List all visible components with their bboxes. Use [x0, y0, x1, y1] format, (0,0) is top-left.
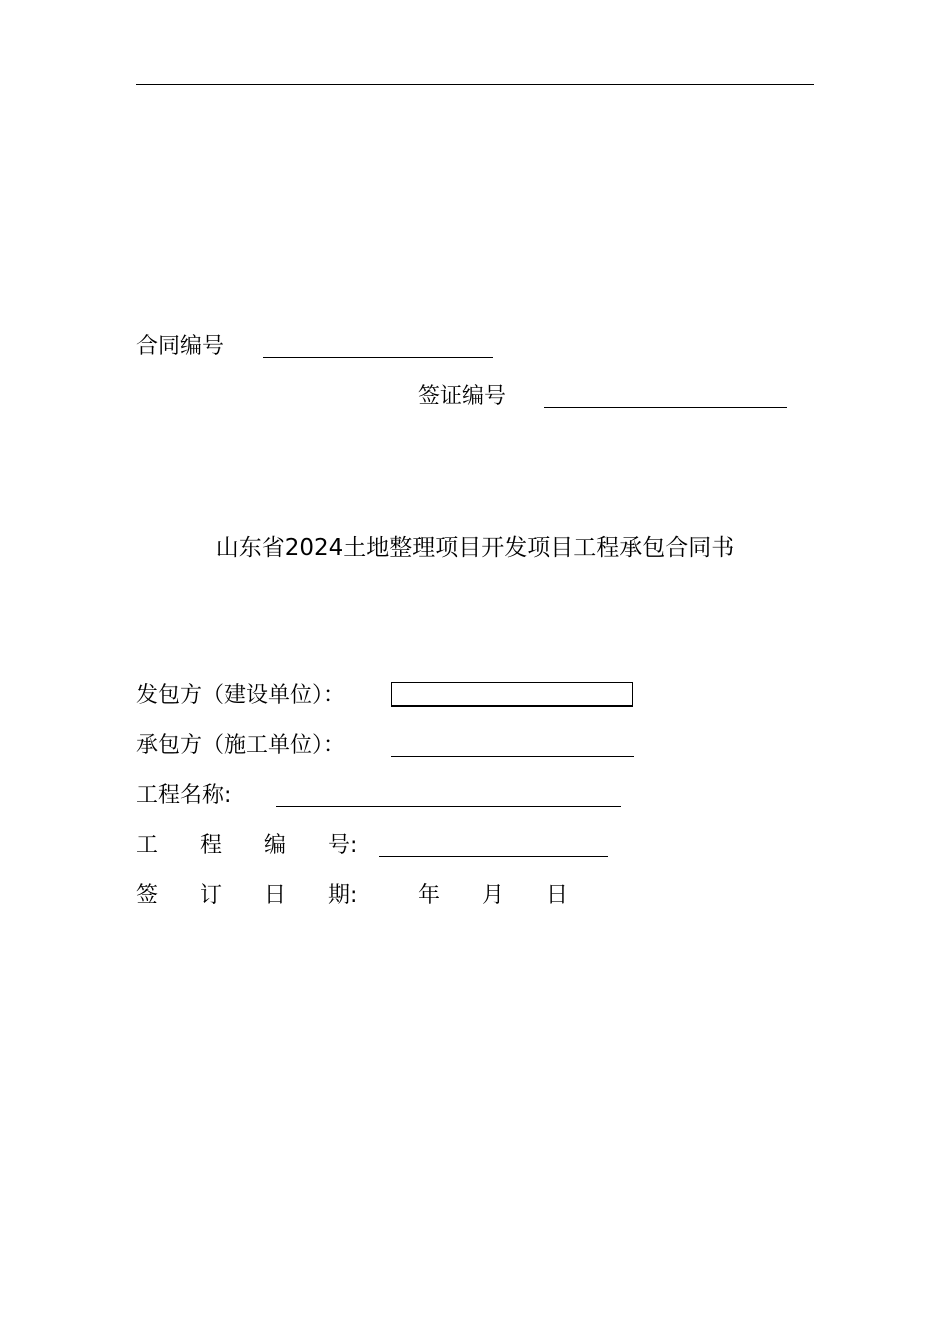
sign-date-char-1: 签 [136, 883, 159, 908]
sign-date-char-4: 期: [328, 883, 358, 908]
employer-label: 发包方（建设单位）： [136, 683, 346, 708]
project-no-char-1: 工 [136, 833, 159, 858]
date-day-unit: 日 [546, 883, 569, 908]
project-name-label: 工程名称: [136, 783, 232, 808]
employer-field[interactable] [391, 682, 633, 707]
date-year-unit: 年 [418, 883, 441, 908]
contract-no-label: 合同编号 [136, 334, 225, 359]
project-no-char-3: 编 [264, 833, 287, 858]
project-no-char-2: 程 [200, 833, 223, 858]
contract-no-field[interactable] [263, 357, 493, 358]
document-title: 山东省2024土地整理项目开发项目工程承包合同书 [215, 535, 735, 561]
contractor-label: 承包方（施工单位）： [136, 733, 346, 758]
sign-date-char-3: 日 [264, 883, 287, 908]
visa-no-field[interactable] [544, 407, 787, 408]
date-month-unit: 月 [482, 883, 505, 908]
contractor-field[interactable] [391, 756, 634, 757]
project-name-field[interactable] [276, 806, 621, 807]
sign-date-char-2: 订 [200, 883, 223, 908]
visa-no-label: 签证编号 [418, 384, 507, 409]
header-rule [136, 84, 814, 85]
project-no-char-4: 号: [328, 833, 358, 858]
project-no-field[interactable] [379, 856, 608, 857]
